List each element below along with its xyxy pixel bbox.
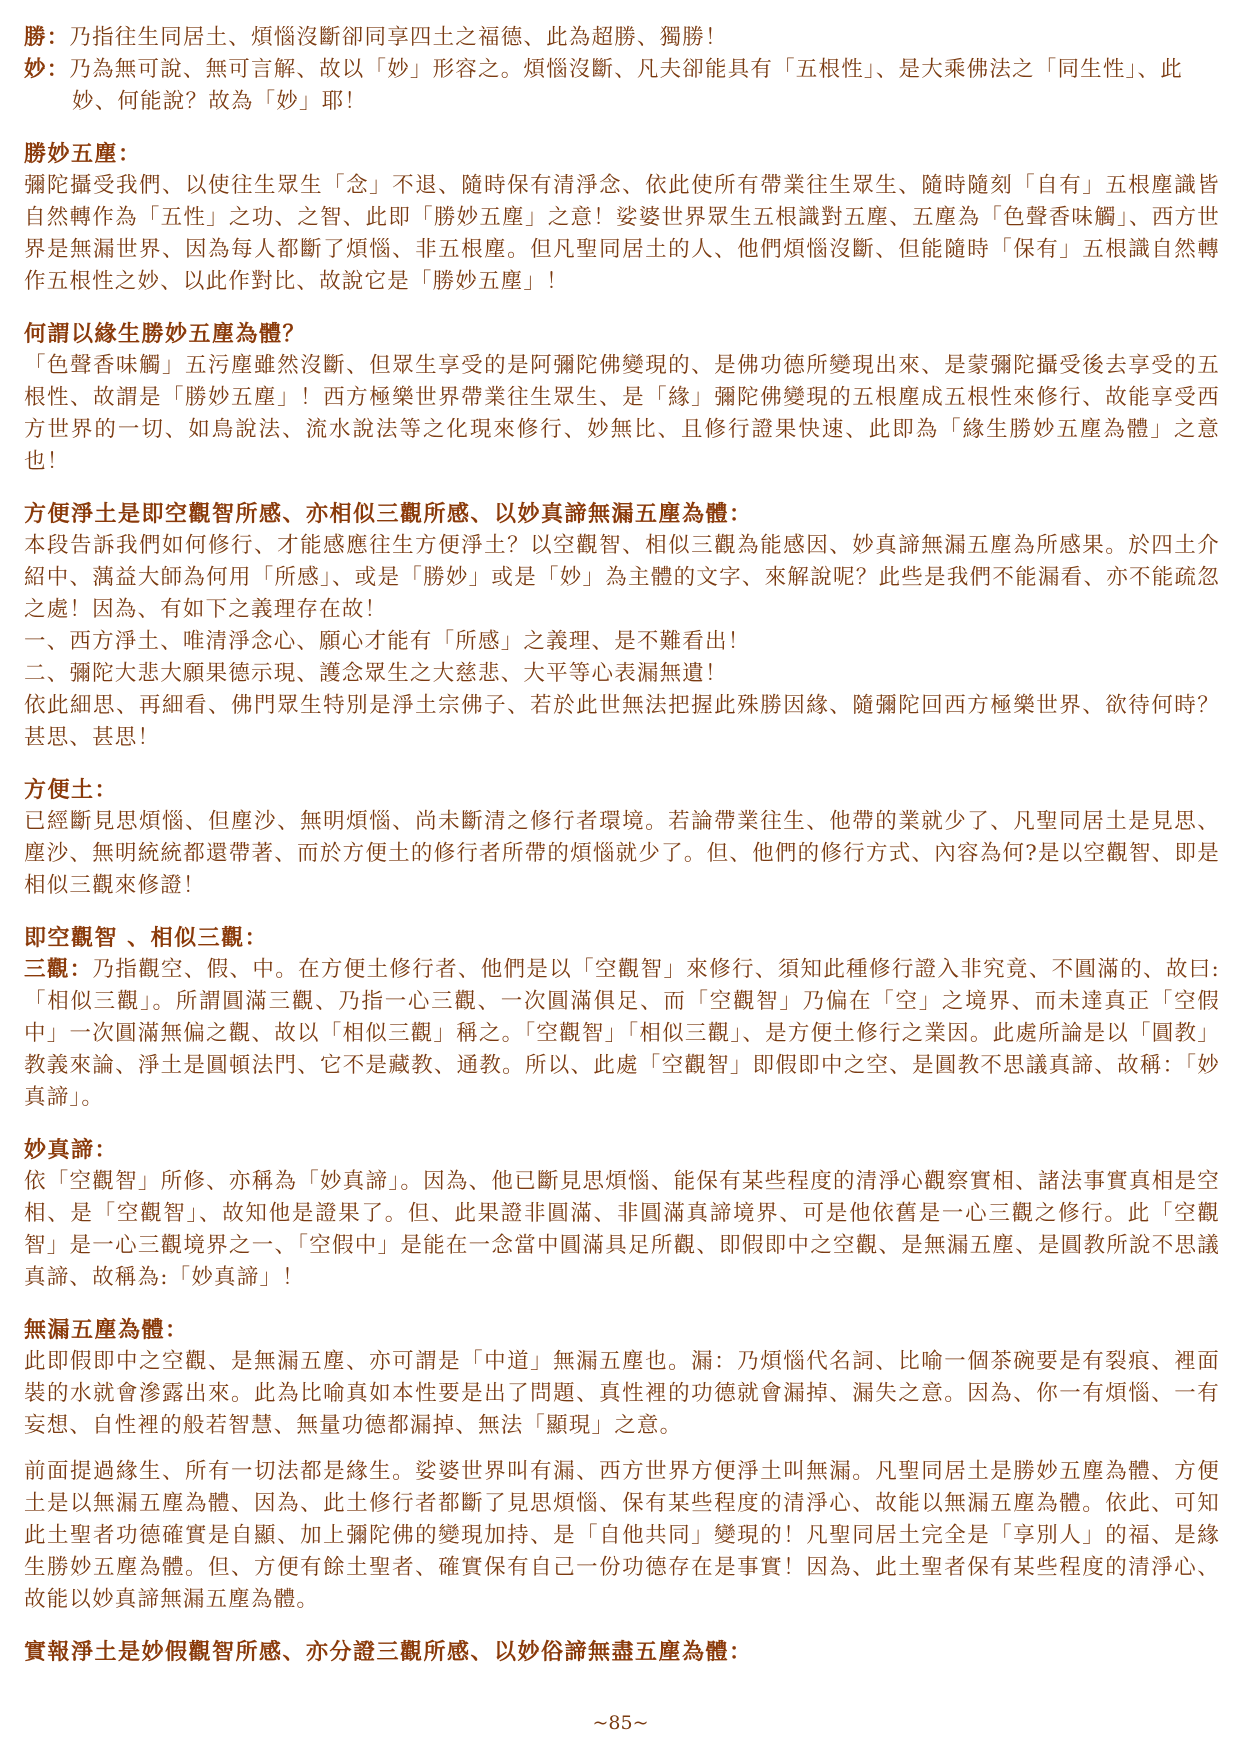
paragraph: 一、西方淨土、唯清淨念心、願心才能有「所感」之義理、是不難看出！ xyxy=(24,629,751,654)
document-page xyxy=(24,22,1220,1668)
definition-term: 勝： xyxy=(24,25,70,50)
definition-miao xyxy=(24,54,1220,118)
paragraph: 依此細思、再細看、佛門眾生特別是淨土宗佛子、若於此世無法把握此殊勝因緣、隨彌陀回西方極樂世界、欲待何時？甚思、甚思！ xyxy=(24,693,1220,750)
section-heading: 無漏五塵為體： xyxy=(24,1317,189,1343)
paragraph: 此即假即中之空觀、是無漏五塵、亦可謂是「中道」無漏五塵也。漏：乃煩惱代名詞、比喻一個茶碗要是有裂痕、裡面裝的水就會滲露出來。此為比喻真如本性要是出了問題、真性裡的功德就會漏掉、漏失之意。因為、你一有煩惱、一有妄想、自性裡的般若智慧、無量功德都漏掉、無法「顯現」之意。 xyxy=(24,1349,1220,1438)
paragraph: 本段告訴我們如何修行、才能感應往生方便淨土？以空觀智、相似三觀為能感因、妙真諦無漏五塵為所感果。於四土介紹中、蕅益大師為何用「所感」、或是「勝妙」或是「妙」為主體的文字、來解說呢？此些是我們不能漏看、亦不能疏忽之處！因為、有如下之義理存在故！ xyxy=(24,533,1220,622)
paragraph: 已經斷見思煩惱、但塵沙、無明煩惱、尚未斷清之修行者環境。若論帶業往生、他帶的業就少了、凡聖同居土是見思、塵沙、無明統統都還帶著、而於方便土的修行者所帶的煩惱就少了。但、他們的修行方式、內容為何?是以空觀智、即是相似三觀來修證！ xyxy=(24,809,1220,898)
paragraph: 彌陀攝受我們、以使往生眾生「念」不退、隨時保有清淨念、依此使所有帶業往生眾生、隨時隨刻「自有」五根塵識皆自然轉作為「五性」之功、之智、此即「勝妙五塵」之意！娑婆世界眾生五根識對五塵、五塵為「色聲香味觸」、西方世界是無漏世界、因為每人都斷了煩惱、非五根塵。但凡聖同居土的人、他們煩惱沒斷、但能隨時「保有」五根識自然轉作五根性之妙、以此作對比、故說它是「勝妙五塵」！ xyxy=(24,173,1220,294)
section-heading: 即空觀智 、相似三觀： xyxy=(24,925,269,951)
paragraph: 前面提過緣生、所有一切法都是緣生。娑婆世界叫有漏、西方世界方便淨土叫無漏。凡聖同居土是勝妙五塵為體、方便土是以無漏五塵為體、因為、此土修行者都斷了見思煩惱、保有某些程度的清淨心、故能以無漏五塵為體。依此、可知此土聖者功德確實是自顯、加上彌陀佛的變現加持、是「自他共同」變現的！凡聖同居土完全是「享別人」的福、是緣生勝妙五塵為體。但、方便有餘土聖者、確實保有自己一份功德存在是事實！因為、此土聖者保有某些程度的清淨心、故能以妙真諦無漏五塵為體。 xyxy=(24,1459,1220,1612)
page-number: ~85~ xyxy=(592,1712,649,1734)
definition-sheng xyxy=(24,22,1220,54)
paragraph-text: 乃指觀空、假、中。在方便土修行者、他們是以「空觀智」來修行、須知此種修行證入非究竟、不圓滿的、故曰:「相似三觀」。所謂圓滿三觀、乃指一心三觀、一次圓滿俱足、而「空觀智」乃偏在「空」之境界、而未達真正「空假中」一次圓滿無偏之觀、故以「相似三觀」稱之。「空觀智」「相似三觀」、是方便土修行之業因。此處所論是以「圓教」教義來論、淨土是圓頓法門、它不是藏教、通教。所以、此處「空觀智」即假即中之空、是圓教不思議真諦、故稱：「妙真諦」。 xyxy=(24,957,1220,1110)
section-heading: 實報淨土是妙假觀智所感、亦分證三觀所感、以妙俗諦無盡五塵為體： xyxy=(24,1639,753,1665)
paragraph: 依「空觀智」所修、亦稱為「妙真諦」。因為、他已斷見思煩惱、能保有某些程度的清淨心觀察實相、諸法事實真相是空相、是「空觀智」、故知他是證果了。但、此果證非圓滿、非圓滿真諦境界、可是他依舊是一心三觀之修行。此「空觀智」是一心三觀境界之一、「空假中」是能在一念當中圓滿具足所觀、即假即中之空觀、是無漏五塵、是圓教所說不思議真諦、故稱為:「妙真諦」！ xyxy=(24,1169,1220,1290)
paragraph xyxy=(24,954,1220,1114)
paragraph: 二、彌陀大悲大願果德示現、護念眾生之大慈悲、大平等心表漏無遺！ xyxy=(24,661,728,686)
section-heading: 方便土： xyxy=(24,777,119,803)
paragraph: 「色聲香味觸」五污塵雖然沒斷、但眾生享受的是阿彌陀佛變現的、是佛功德所變現出來、是蒙彌陀攝受後去享受的五根性、故謂是「勝妙五塵」！西方極樂世界帶業往生眾生、是「緣」彌陀佛變現的五根塵成五根性來修行、故能享受西方世界的一切、如鳥說法、流水說法等之化現來修行、妙無比、且修行證果快速、此即為「緣生勝妙五塵為體」之意也！ xyxy=(24,353,1220,474)
definition-text: 乃為無可說、無可言解、故以「妙」形容之。煩惱沒斷、凡夫卻能具有「五根性」、是大乘佛法之「同生性」、此妙、何能說？故為「妙」耶！ xyxy=(69,57,1183,114)
lead-term: 三觀： xyxy=(24,957,93,982)
section-heading: 方便淨土是即空觀智所感、亦相似三觀所感、以妙真諦無漏五塵為體： xyxy=(24,501,753,527)
section-heading: 妙真諦： xyxy=(24,1137,119,1163)
definition-text: 乃指往生同居土、煩惱沒斷卻同享四土之福德、此為超勝、獨勝！ xyxy=(69,25,728,50)
section-heading: 何謂以緣生勝妙五塵為體？ xyxy=(24,321,307,347)
section-heading: 勝妙五塵： xyxy=(24,141,142,167)
definition-term: 妙： xyxy=(24,57,70,82)
